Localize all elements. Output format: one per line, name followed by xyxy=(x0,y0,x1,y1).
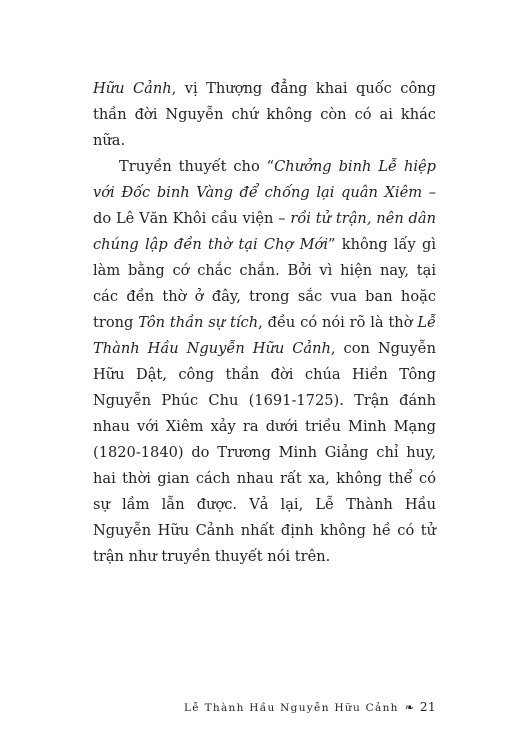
italic-phrase: rồi tử trận, nên dân chúng lập đền thờ tại Chợ Mới xyxy=(93,210,436,253)
italic-phrase: Tôn thần sự tích xyxy=(138,314,259,331)
italic-phrase: Chưởng binh Lễ hiệp với Đốc binh Vàng để chống lại quân Xiêm xyxy=(93,158,436,201)
body-text xyxy=(93,76,436,570)
text-run: Truyền thuyết cho “ xyxy=(119,158,275,175)
italic-phrase: Hữu Cảnh xyxy=(93,80,172,97)
text-run: ” không lấy gì làm bằng cớ chắc chắn. Bởi vì hiện nay, tại các đền thờ ở đây, trong sắc vua ban hoặc trong xyxy=(93,236,437,331)
text-run: , đều có nói rõ là thờ xyxy=(258,314,418,331)
text-run: , con Nguyễn Hữu Dật, công thần đời chúa Hiền Tông Nguyễn Phúc Chu (1691-1725). Trận đánh nhau với Xiêm xảy ra dưới triều Minh Mạng (1820-1840) do Trương Minh Giảng chỉ huy, hai thời gian cách nhau rất xa, không thể có sự lầm lẫn được. Vả lại, Lễ Thành Hầu Nguyễn Hữu Cảnh nhất định không hề có tử trận như truyền thuyết nói trên. xyxy=(93,340,436,565)
fleuron-icon: ❧ xyxy=(404,701,414,714)
paragraph-2 xyxy=(93,154,436,570)
page-number: 21 xyxy=(419,700,436,714)
paragraph-1 xyxy=(93,76,436,154)
page-footer xyxy=(0,700,436,714)
text-run: – do Lê Văn Khôi cầu viện – xyxy=(93,184,436,227)
italic-phrase: Lễ Thành Hầu Nguyễn Hữu Cảnh xyxy=(93,314,437,357)
running-title: Lễ Thành Hầu Nguyễn Hữu Cảnh xyxy=(183,702,399,714)
text-run: , vị Thượng đẳng khai quốc công thần đời Nguyễn chứ không còn có ai khác nữa. xyxy=(93,80,436,149)
